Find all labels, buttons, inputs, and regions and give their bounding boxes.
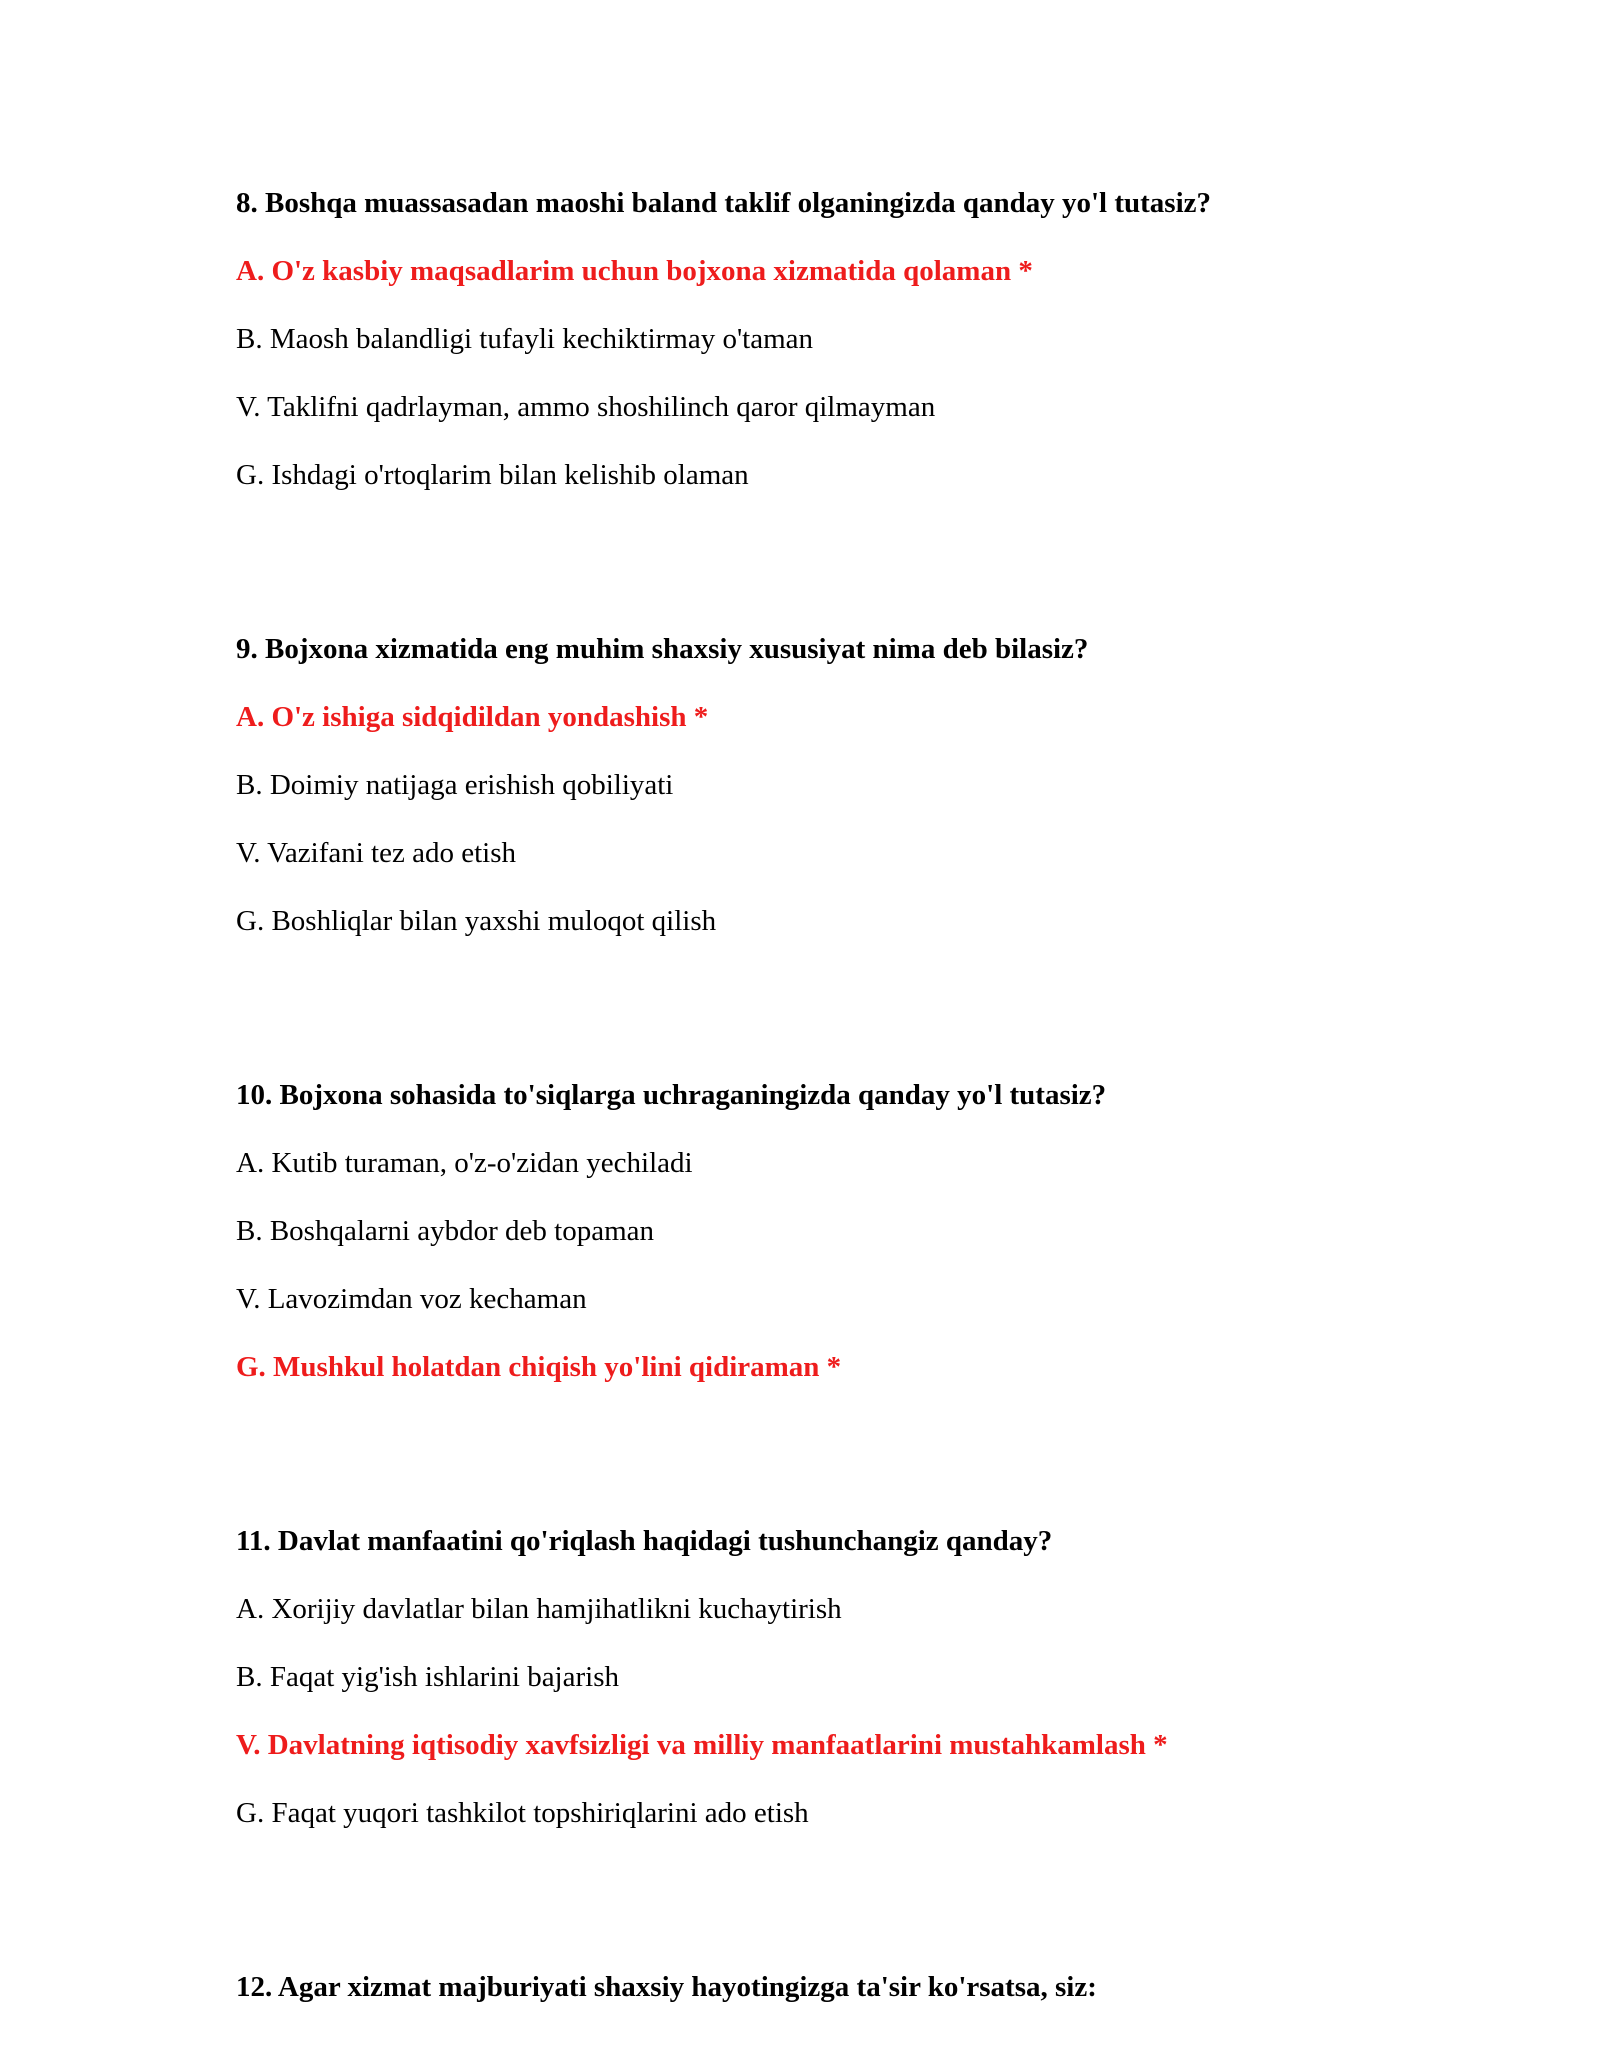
answer-option: A. Xorijiy davlatlar bilan hamjihatlikni kuchaytirish xyxy=(236,1593,842,1625)
answer-option: G. Faqat yuqori tashkilot topshiriqlarini ado etish xyxy=(236,1797,809,1829)
answer-option: B. Faqat yig'ish ishlarini bajarish xyxy=(236,1661,619,1693)
question-text: 10. Bojxona sohasida to'siqlarga uchraganingizda qanday yo'l tutasiz? xyxy=(236,1079,1107,1111)
answer-option-correct: A. O'z kasbiy maqsadlarim uchun bojxona xizmatida qolaman * xyxy=(236,255,1033,287)
question-8 xyxy=(236,184,1500,494)
question-text: 8. Boshqa muassasadan maoshi baland taklif olganingizda qanday yo'l tutasiz? xyxy=(236,187,1211,219)
answer-option-correct: V. Davlatning iqtisodiy xavfsizligi va milliy manfaatlarini mustahkamlash * xyxy=(236,1729,1168,1761)
question-text: 9. Bojxona xizmatida eng muhim shaxsiy xususiyat nima deb bilasiz? xyxy=(236,633,1089,665)
answer-option: V. Taklifni qadrlayman, ammo shoshilinch qaror qilmayman xyxy=(236,391,936,423)
question-11 xyxy=(236,1522,1500,1832)
answer-option: B. Doimiy natijaga erishish qobiliyati xyxy=(236,769,674,801)
answer-option: B. Maosh balandligi tufayli kechiktirmay o'taman xyxy=(236,323,814,355)
question-10 xyxy=(236,1076,1500,1386)
answer-option: V. Lavozimdan voz kechaman xyxy=(236,1283,587,1315)
question-text: 12. Agar xizmat majburiyati shaxsiy hayotingizga ta'sir ko'rsatsa, siz: xyxy=(236,1971,1097,2003)
answer-option: G. Ishdagi o'rtoqlarim bilan kelishib olaman xyxy=(236,459,749,491)
answer-option: G. Boshliqlar bilan yaxshi muloqot qilish xyxy=(236,905,717,937)
answer-option: B. Boshqalarni aybdor deb topaman xyxy=(236,1215,654,1247)
answer-option: V. Vazifani tez ado etish xyxy=(236,837,516,869)
question-12 xyxy=(236,1968,1500,2006)
answer-option-correct: G. Mushkul holatdan chiqish yo'lini qidiraman * xyxy=(236,1351,842,1383)
question-9 xyxy=(236,630,1500,940)
question-text: 11. Davlat manfaatini qo'riqlash haqidagi tushunchangiz qanday? xyxy=(236,1525,1053,1557)
answer-option: A. Kutib turaman, o'z-o'zidan yechiladi xyxy=(236,1147,693,1179)
answer-option-correct: A. O'z ishiga sidqidildan yondashish * xyxy=(236,701,709,733)
